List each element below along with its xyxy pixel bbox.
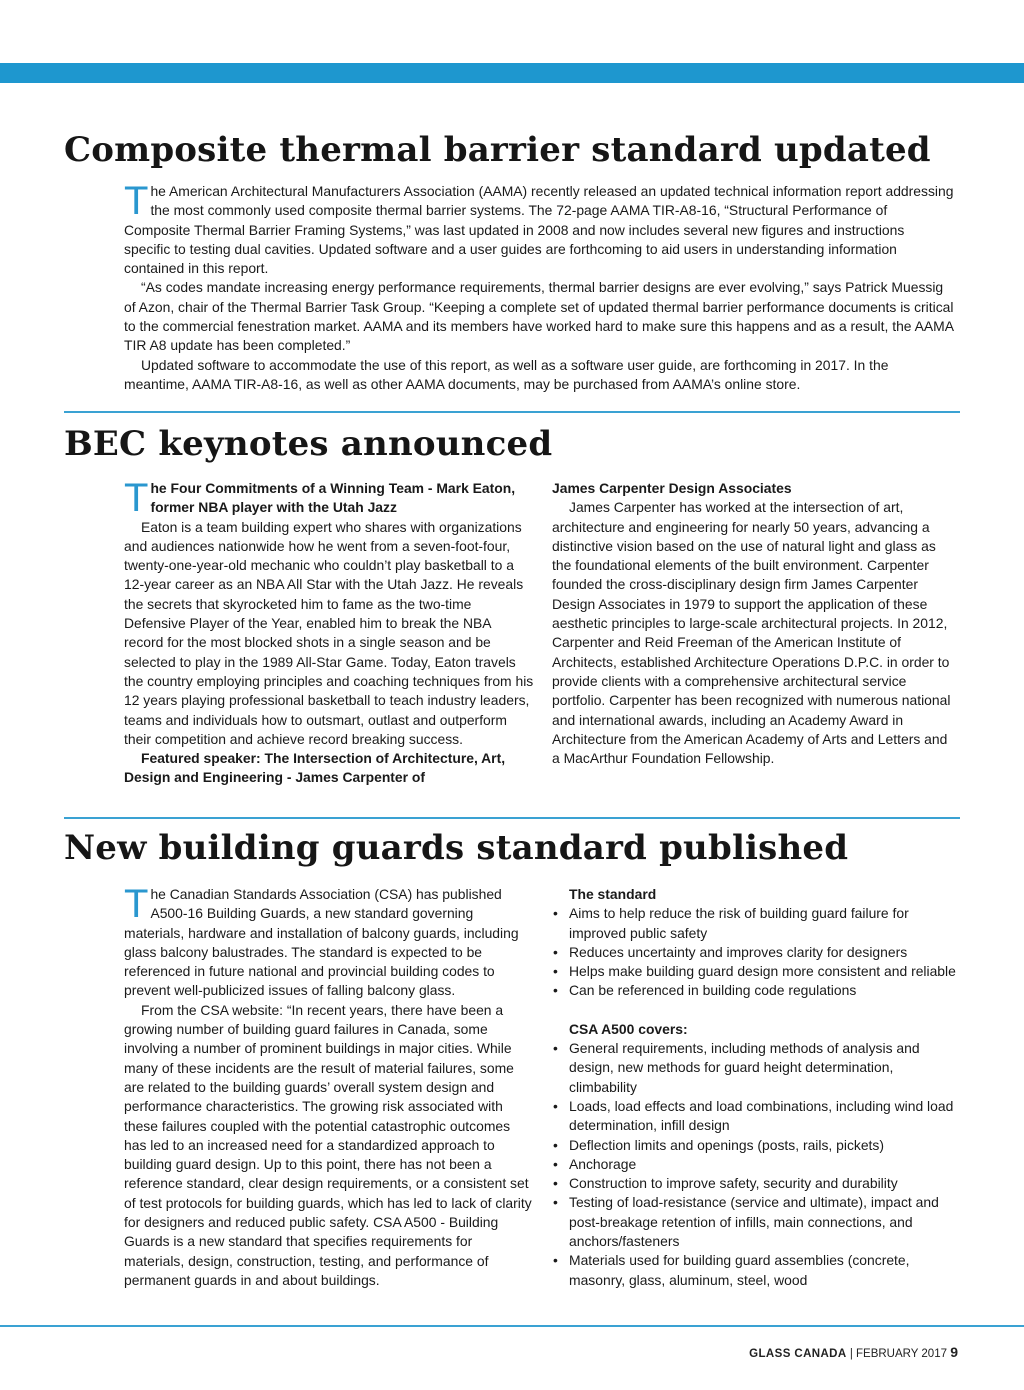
list-item: • General requirements, including methods of analysis and design, new methods for guard height determination, climbability	[552, 1039, 958, 1097]
article-3-left-column	[124, 882, 536, 1290]
list-item: • Loads, load effects and load combinations, including wind load determination, infill design	[552, 1097, 958, 1136]
article-1-title: Composite thermal barrier standard updated	[64, 130, 931, 170]
article-1-paragraph-1: The American Architectural Manufacturers Association (AAMA) recently released an updated technical information report addressing the most commonly used composite thermal barrier systems. The 72-page AAMA TIR-A8-16, “Structural Performance of Composite Thermal Barrier Framing Systems,” was last updated in 2008 and now includes several new figures and instructions specific to testing dual cavities. Updated software and a user guides are forthcoming to aid users in understanding information contained in this report.	[124, 179, 954, 277]
article-3-paragraph-1: The Canadian Standards Association (CSA) has published A500-16 Building Guards, a new standard governing materials, hardware and installation of balcony guards, including glass balcony balustrades. The standard is expected to be referenced in future national and provincial building codes to prevent well-publicized issues of falling balcony glass.	[124, 882, 519, 999]
article-3-title: New building guards standard published	[64, 828, 849, 868]
article-1-paragraph-2: “As codes mandate increasing energy performance requirements, thermal barrier designs are ever evolving,” says Patrick Muessig of Azon, chair of the Thermal Barrier Task Group. “Keeping a complete set of updated thermal barrier performance documents is critical to the commercial fenestration market. AAMA and its members have worked hard to make sure this happens and as a result, the AAMA TIR A8 update has been completed.”	[124, 279, 954, 354]
drop-cap: T	[124, 179, 149, 223]
article-3-right-column	[552, 885, 958, 1290]
standard-list	[552, 904, 958, 1000]
article-3-paragraph-2: From the CSA website: “In recent years, there have been a growing number of building guard failures in Canada, some involving a number of prominent buildings in major cities. While many of these incidents are the result of material failures, some are related to the building guards’ overall system design and performance characteristics. The growing risk associated with these failures coupled with the potential catastrophic outcomes has led to an increased need for a standardized approach to building guard design. Up to this point, there has not been a reference standard, clear design requirements, or a consistent set of test protocols for building guards, which has led to lack of clarity for designers and reduced public safety. CSA A500 - Building Guards is a new standard that specifies requirements for materials, design, construction, testing, and performance of permanent guards in and about buildings.	[124, 1001, 532, 1288]
covers-list	[552, 1039, 958, 1290]
publication-name: GLASS CANADA	[749, 1348, 847, 1360]
top-accent-bar	[0, 63, 1024, 83]
article-2-title: BEC keynotes announced	[64, 424, 553, 464]
list-item: • Can be referenced in building code regulations	[552, 981, 958, 1000]
article-2-paragraph-1: Eaton is a team building expert who shares with organizations and audiences nationwide how he went from a seven-foot-four, twenty-one-year-old mechanic who couldn’t play basketball to a 12-year career as an NBA All Star with the Utah Jazz. He reveals the secrets that skyrocketed him to fame as the two-time Defensive Player of the Year, enabled him to break the NBA record for the most blocked shots in a single season and be selected to play in the 1989 All-Star Game. Today, Eaton travels the country employing principles and coaching techniques from his 12 years playing professional basketball to teach industry leaders, teams and individuals how to outsmart, outlast and outperform their competition and achieve record breaking success.	[124, 518, 534, 747]
standard-heading: The standard	[569, 886, 657, 902]
list-item: • Deflection limits and openings (posts, rails, pickets)	[552, 1136, 958, 1155]
article-2-paragraph-2: James Carpenter has worked at the intersection of art, architecture and engineering for nearly 50 years, advancing a distinctive vision based on the use of natural light and glass as the foundational elements of the built environment. Carpenter founded the cross-disciplinary design firm James Carpenter Design Associates in 1979 to support the application of these aesthetic principles to large-scale architectural projects. In 2012, Carpenter and Reid Freeman of the American Institute of Architects, established Architecture Operations D.P.C. in order to provide clients with a comprehensive architectural service portfolio. Carpenter has been recognized with numerous national and international awards, including an Academy Award in Architecture from the American Academy of Arts and Letters and a MacArthur Foundation Fellowship.	[552, 499, 951, 767]
article-2-left-column	[124, 476, 534, 788]
article-2-featured-speaker: Featured speaker: The Intersection of Architecture, Art, Design and Engineering - James Carpenter of	[124, 750, 506, 786]
section-divider	[64, 411, 960, 413]
article-1-paragraph-3: Updated software to accommodate the use of this report, as well as a software user guide, are forthcoming in 2017. In the meantime, AAMA TIR-A8-16, as well as other AAMA documents, may be purchased from AAMA’s online store.	[124, 356, 889, 392]
drop-cap: T	[124, 882, 149, 926]
drop-cap: T	[124, 476, 149, 520]
list-item: • Reduces uncertainty and improves clarity for designers	[552, 943, 958, 962]
article-2-right-column	[552, 479, 958, 768]
article-2-right-heading: James Carpenter Design Associates	[552, 480, 792, 496]
page-number: 9	[950, 1344, 958, 1360]
list-item: • Anchorage	[552, 1155, 958, 1174]
section-divider	[64, 817, 960, 819]
article-2-lead: The Four Commitments of a Winning Team - Mark Eaton, former NBA player with the Utah Jazz	[124, 476, 516, 520]
list-item: • Aims to help reduce the risk of building guard failure for improved public safety	[552, 904, 958, 943]
footer-separator: |	[849, 1348, 853, 1360]
covers-heading: CSA A500 covers:	[569, 1020, 688, 1037]
list-item: • Materials used for building guard assemblies (concrete, masonry, glass, aluminum, steel, wood	[552, 1251, 958, 1290]
page-footer	[749, 1344, 958, 1360]
list-item: • Testing of load-resistance (service and ultimate), impact and post-breakage retention of infills, main connections, and anchors/fasteners	[552, 1193, 958, 1251]
list-item: • Construction to improve safety, security and durability	[552, 1174, 958, 1193]
article-1-body	[124, 179, 954, 394]
issue-date: FEBRUARY 2017	[856, 1348, 947, 1360]
footer-divider	[0, 1325, 1024, 1327]
list-item: • Helps make building guard design more consistent and reliable	[552, 962, 958, 981]
